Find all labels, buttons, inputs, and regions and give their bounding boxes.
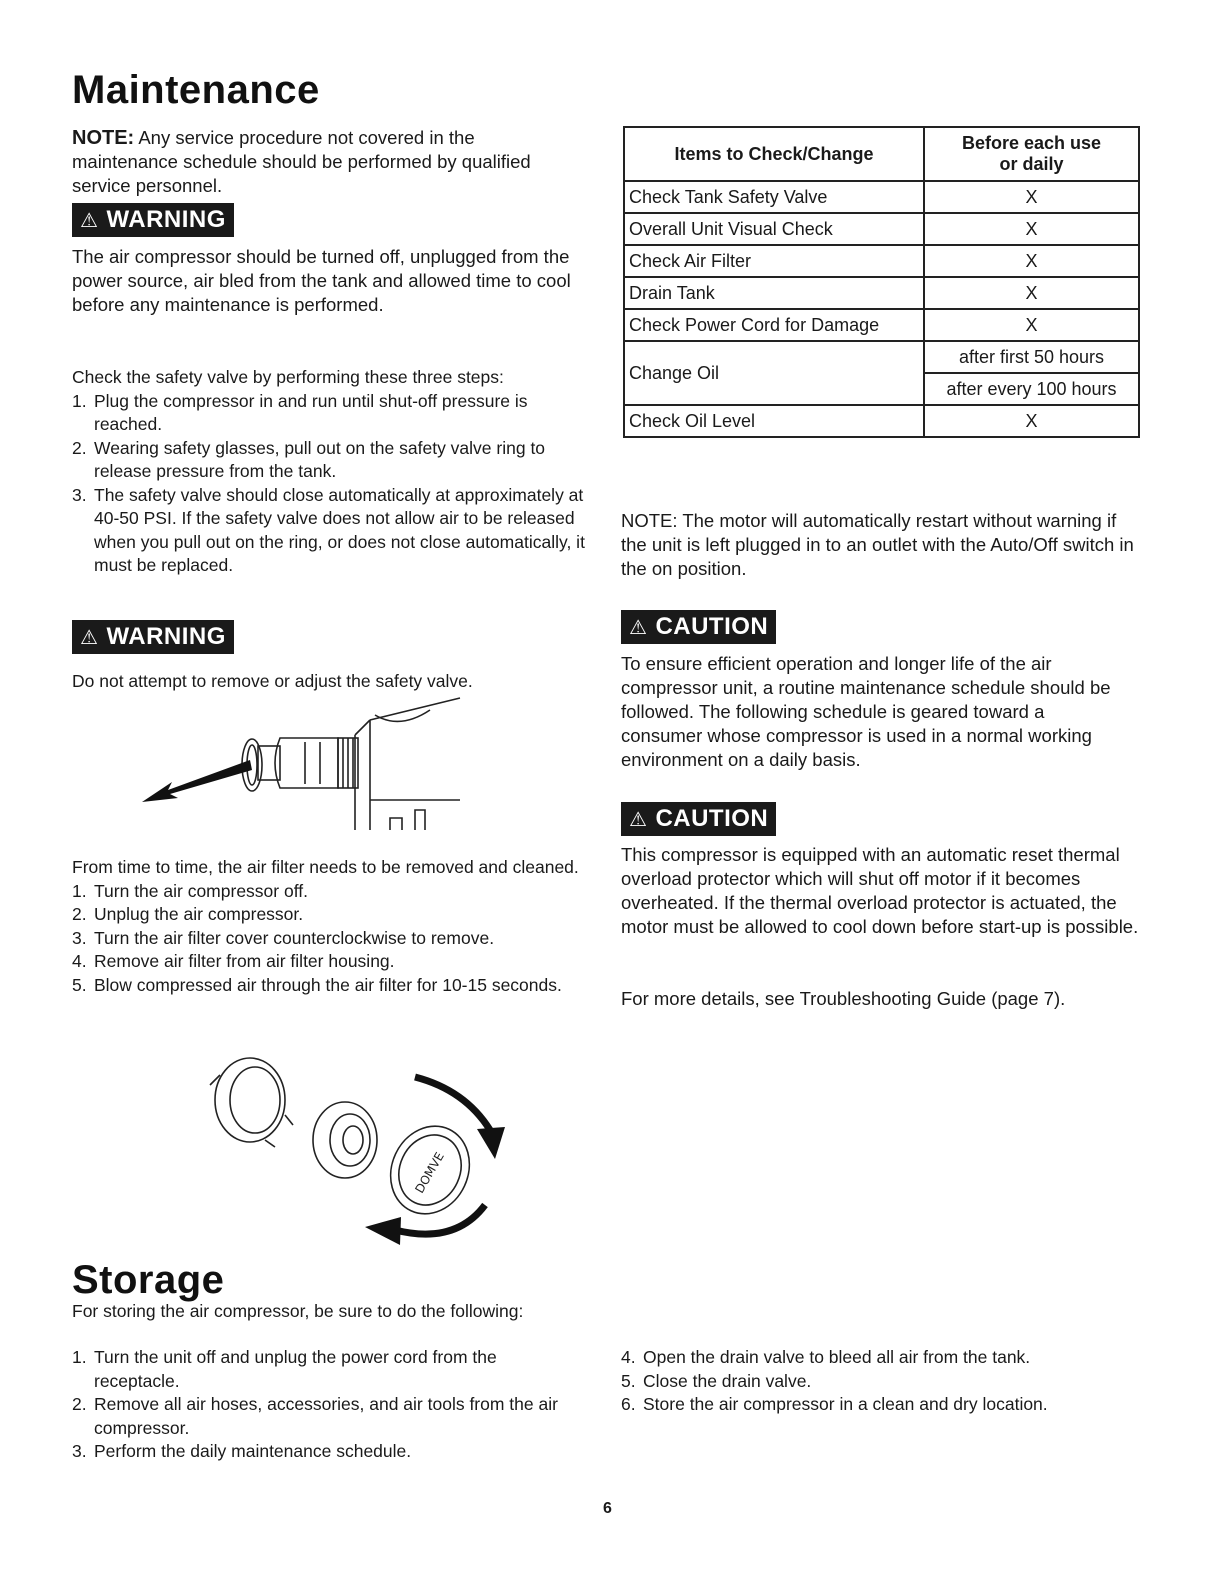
table-cell-item: Check Power Cord for Damage [624, 309, 924, 341]
warning-label-1: ⚠ WARNING [72, 203, 234, 237]
safety-valve-illustration [140, 690, 480, 840]
motor-restart-note: NOTE: The motor will automatically restart without warning if the unit is left plugged in to an outlet with the Auto/Off switch in the on position. [621, 510, 1134, 579]
list-item [72, 1440, 582, 1464]
warning-text-1: The air compressor should be turned off, unplugged from the power source, air bled from the tank and allowed time to cool before any maintenance is performed. [72, 246, 571, 315]
table-cell-value: after first 50 hours [924, 341, 1139, 373]
list-item-number: 3. [72, 484, 87, 505]
table-cell-item: Check Air Filter [624, 245, 924, 277]
list-item-number: 1. [72, 1347, 87, 1367]
list-item-number: 1. [72, 880, 87, 901]
table-row [624, 277, 1139, 309]
list-item-text: Turn the air filter cover counterclockwise to remove. [94, 927, 495, 948]
storage-steps-right [621, 1346, 1141, 1417]
table-cell-item: Drain Tank [624, 277, 924, 309]
table-cell-value: X [924, 277, 1139, 309]
storage-steps-list-right [621, 1346, 1141, 1417]
table-cell-item: Change Oil [624, 341, 924, 405]
warning-triangle-icon: ⚠ [629, 809, 648, 831]
caution-text-2: This compressor is equipped with an automatic reset thermal overload protector which will shut off motor if it becomes overheated. If the thermal overload protector is actuated, the motor must be allowed to cool down before start-up is possible. [621, 844, 1139, 937]
list-item-number: 4. [621, 1347, 636, 1367]
warning-triangle-icon: ⚠ [80, 627, 99, 649]
warning-label-2: ⚠ WARNING [72, 620, 234, 654]
list-item-number: 5. [621, 1370, 636, 1391]
air-filter-instructions [72, 856, 587, 997]
filter-intro: From time to time, the air filter needs to be removed and cleaned. [72, 857, 579, 877]
list-item [72, 880, 587, 904]
list-item-text: Remove air filter from air filter housing. [94, 951, 395, 971]
list-item [621, 1370, 1141, 1394]
table-row [624, 245, 1139, 277]
list-item-text: Open the drain valve to bleed all air from the tank. [643, 1347, 1031, 1367]
table-row [624, 405, 1139, 437]
maintenance-schedule-table [623, 126, 1140, 438]
table-cell-value: X [924, 309, 1139, 341]
list-item-number: 3. [72, 927, 87, 948]
table-cell-value: X [924, 213, 1139, 245]
rotate-arrow-icon [415, 1077, 490, 1130]
table-cell-item: Check Tank Safety Valve [624, 181, 924, 213]
table-row [624, 181, 1139, 213]
filter-cover-text: DOMVE [412, 1149, 447, 1196]
list-item [72, 390, 587, 437]
list-item [621, 1393, 1141, 1417]
maintenance-note [72, 126, 572, 198]
storage-steps-list-left [72, 1346, 582, 1464]
caution-label-2: ⚠ CAUTION [621, 802, 776, 836]
table-header-frequency: Before each use or daily [924, 127, 1139, 181]
list-item [72, 437, 587, 484]
rotate-arrow-head-icon-2 [365, 1217, 401, 1245]
caution-text-1: To ensure efficient operation and longer life of the air compressor unit, a routine maintenance schedule should be followed. The following schedule is geared toward a consumer whose compressor is used in a normal working environment on a daily basis. [621, 653, 1111, 770]
list-item-text: Perform the daily maintenance schedule. [94, 1441, 412, 1461]
storage-steps-left [72, 1346, 582, 1464]
note-text: Any service procedure not covered in the maintenance schedule should be performed by qualified service personnel. [72, 127, 531, 196]
list-item-number: 2. [72, 904, 87, 924]
table-cell-value: after every 100 hours [924, 373, 1139, 405]
table-cell-value: X [924, 405, 1139, 437]
maintenance-title: Maintenance [72, 68, 320, 112]
list-item [72, 484, 587, 578]
caution-label-1: ⚠ CAUTION [621, 610, 776, 644]
list-item-text: Unplug the air compressor. [94, 904, 304, 924]
list-item-text: The safety valve should close automatically at approximately at 40-50 PSI. If the safety valve does not allow air to be released when you pull out on the ring, or does not close automatically, it must be replaced. [94, 484, 585, 575]
table-row [624, 213, 1139, 245]
table-row [624, 341, 1139, 373]
list-item-text: Blow compressed air through the air filter for 10-15 seconds. [94, 974, 562, 995]
table-cell-value: X [924, 245, 1139, 277]
list-item-text: Turn the air compressor off. [94, 880, 308, 901]
list-item-number: 5. [72, 974, 87, 995]
note-label: NOTE: [72, 127, 135, 149]
safety-steps-list [72, 390, 587, 578]
filter-steps-list [72, 880, 587, 998]
list-item-text: Remove all air hoses, accessories, and air tools from the air compressor. [94, 1394, 558, 1438]
table-row [624, 309, 1139, 341]
storage-title: Storage [72, 1258, 225, 1302]
list-item-text: Store the air compressor in a clean and dry location. [643, 1394, 1048, 1414]
list-item-number: 2. [72, 1394, 87, 1414]
list-item [72, 1346, 582, 1393]
pull-arrow-icon [142, 760, 252, 802]
table-cell-value: X [924, 181, 1139, 213]
warning-triangle-icon: ⚠ [629, 617, 648, 639]
list-item-number: 1. [72, 390, 87, 411]
list-item [72, 903, 587, 927]
list-item [72, 950, 587, 974]
list-item [621, 1346, 1141, 1370]
table-cell-item: Overall Unit Visual Check [624, 213, 924, 245]
list-item-number: 4. [72, 951, 87, 971]
list-item-text: Turn the unit off and unplug the power cord from the receptacle. [94, 1347, 497, 1391]
list-item-number: 6. [621, 1394, 636, 1414]
table-header-items: Items to Check/Change [624, 127, 924, 181]
table-header-row [624, 127, 1139, 181]
list-item [72, 1393, 582, 1440]
page-number: 6 [603, 1500, 612, 1517]
list-item-number: 3. [72, 1441, 87, 1461]
safety-valve-instructions [72, 366, 587, 578]
list-item-text: Wearing safety glasses, pull out on the safety valve ring to release pressure from the tank. [94, 437, 546, 481]
list-item-text: Plug the compressor in and run until shut-off pressure is reached. [94, 390, 528, 434]
rotate-arrow-head-icon [477, 1127, 505, 1159]
list-item [72, 927, 587, 951]
storage-intro: For storing the air compressor, be sure to do the following: [72, 1301, 524, 1321]
list-item [72, 974, 587, 998]
more-details: For more details, see Troubleshooting Guide (page 7). [621, 988, 1066, 1009]
warning-text-2: Do not attempt to remove or adjust the safety valve. [72, 671, 473, 691]
warning-triangle-icon: ⚠ [80, 210, 99, 232]
safety-intro: Check the safety valve by performing these three steps: [72, 367, 504, 387]
list-item-number: 2. [72, 437, 87, 458]
air-filter-illustration [205, 1055, 515, 1255]
list-item-text: Close the drain valve. [643, 1370, 812, 1391]
table-cell-item: Check Oil Level [624, 405, 924, 437]
